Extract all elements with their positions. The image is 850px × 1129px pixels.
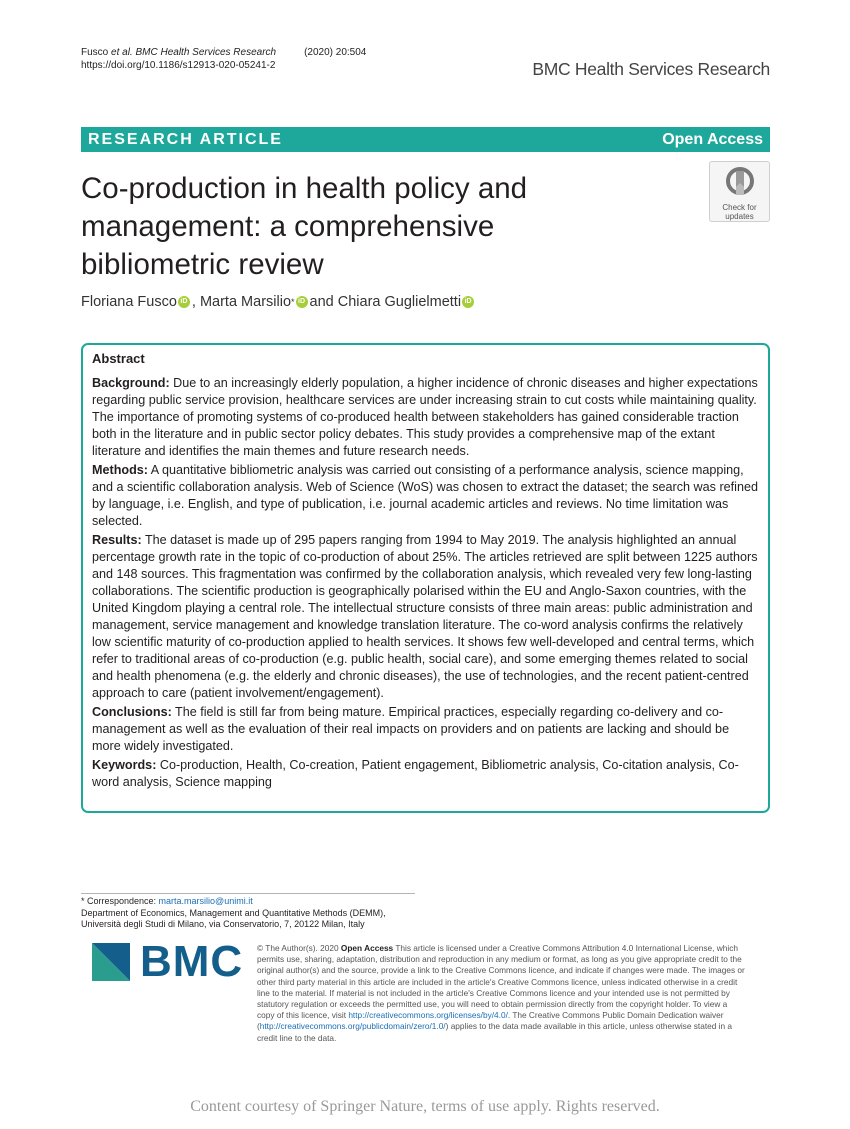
- check-for-updates-button[interactable]: Check for updates: [709, 161, 770, 222]
- orcid-icon[interactable]: iD: [296, 296, 308, 308]
- article-type-label: RESEARCH ARTICLE: [88, 130, 283, 148]
- abstract-heading: Abstract: [92, 351, 145, 366]
- crossmark-icon: [723, 167, 757, 197]
- corresponding-mark: *: [291, 297, 295, 307]
- email-link[interactable]: marta.marsilio@unimi.it: [158, 896, 253, 906]
- author-name[interactable]: and Chiara Guglielmetti: [309, 294, 462, 310]
- author-name[interactable]: , Marta Marsilio: [191, 294, 292, 310]
- license-link[interactable]: http://creativecommons.org/licenses/by/4.0/: [348, 1010, 508, 1021]
- abstract-background: Background: Due to an increasingly elderly population, a higher incidence of chronic diseases and higher expectations regarding public service provision, healthcare services are under increasing strain to cut costs while maintaining quality. The importance of promoting systems of co-produced health between stakeholders has gained considerable traction both in the literature and in public sector policy debates. This study provides a comprehensive map of the extant literature and identifies the main themes and future research needs.: [92, 376, 758, 458]
- abstract-results: Results: The dataset is made up of 295 papers ranging from 1994 to May 2019. The analysis highlighted an annual percentage growth rate in the topic of co-production of about 25%. The articles retrieved are split between 1225 authors and 148 sources. This fragmentation was confirmed by the collaboration analysis, which revealed very few long-lasting collaborations. The scientific production is geographically polarised within the EU and Anglo-Saxon countries, with the United Kingdom playing a central role. The intellectual structure consists of three main areas: public administration and management, service management and knowledge translation literature. The co-word analysis confirms the relatively low scientific maturity of co-production applied to health services. It shows few well-developed and central terms, which refer to traditional areas of co-production (e.g. public health, social care), and some emerging themes related to social and health phenomena (e.g. the elderly and chronic diseases), the use of technologies, and the recent patient-centred approach to care (patient involvement/engagement).: [92, 533, 758, 700]
- bmc-logo-text: BMC: [140, 937, 244, 986]
- citation-authors: Fusco et al. BMC Health Services Research: [81, 47, 277, 58]
- bmc-logo-icon: [92, 943, 130, 981]
- orcid-icon[interactable]: iD: [462, 296, 474, 308]
- abstract-conclusions: Conclusions: The field is still far from being mature. Empirical practices, especially regarding co-delivery and co-management as well as the evaluation of their real impacts on providers and on patients are lacking and should be more widely investigated.: [92, 705, 730, 753]
- abstract-keywords: Keywords: Co-production, Health, Co-creation, Patient engagement, Bibliometric analysis, Co-citation analysis, Co-word analysis, Science mapping: [92, 758, 739, 789]
- bmc-logo: [92, 937, 244, 986]
- abstract-methods: Methods: A quantitative bibliometric analysis was carried out consisting of a performance analysis, science mapping, and a scientific collaboration analysis. Web of Science (WoS) was chosen to extract the dataset; the search was refined by language, i.e. English, and type of publication, i.e. journal academic articles and reviews. No time limitation was selected.: [92, 463, 758, 528]
- license-text: © The Author(s). 2020 Open Access This article is licensed under a Creative Commons Attribution 4.0 International License, which permits use, sharing, adaptation, distribution and reproduction in any medium or format, as long as you give appropriate credit to the original author(s) and the source, provide a link to the Creative Commons licence, and indicate if changes were made. The images or other third party material in this article are included in the article's Creative Commons licence, unless indicated otherwise in a credit line to the material. If material is not included in the article's Creative Commons licence and your intended use is not permitted by statutory regulation or exceeds the permitted use, you will need to obtain permission directly from the copyright holder. To view a copy of this licence, visit http://creativecommons.org/licenses/by/4.0/. The Creative Commons Public Domain Dedication waiver (http://creativecommons.org/publicdomain/zero/1.0/) applies to the data made available in this article, unless otherwise stated in a credit line to the data.: [257, 943, 745, 1043]
- doi-link[interactable]: https://doi.org/10.1186/s12913-020-05241-2: [81, 60, 276, 71]
- footer-notice: Content courtesy of Springer Nature, terms of use apply. Rights reserved.: [190, 1098, 660, 1115]
- author-name[interactable]: Floriana Fusco: [81, 294, 177, 310]
- public-domain-link[interactable]: http://creativecommons.org/publicdomain/zero/1.0/: [259, 1021, 446, 1032]
- citation-year: (2020) 20:504: [304, 47, 367, 58]
- author-list: [81, 294, 476, 310]
- open-access-label: Open Access: [662, 130, 763, 148]
- article-type-banner: [81, 127, 770, 152]
- article-title: Co-production in health policy and management: a comprehensive bibliometric review: [81, 172, 528, 281]
- journal-name: BMC Health Services Research: [532, 59, 770, 79]
- abstract-box: [81, 343, 770, 813]
- orcid-icon[interactable]: iD: [178, 296, 190, 308]
- correspondence-block: * Correspondence: marta.marsilio@unimi.it Department of Economics, Management and Quantitative Methods (DEMM), Università degli Studi di Milano, via Conservatorio, 7, 20122 Milan, Italy: [81, 893, 415, 931]
- citation-line: [81, 46, 366, 59]
- citation-header: [81, 46, 366, 72]
